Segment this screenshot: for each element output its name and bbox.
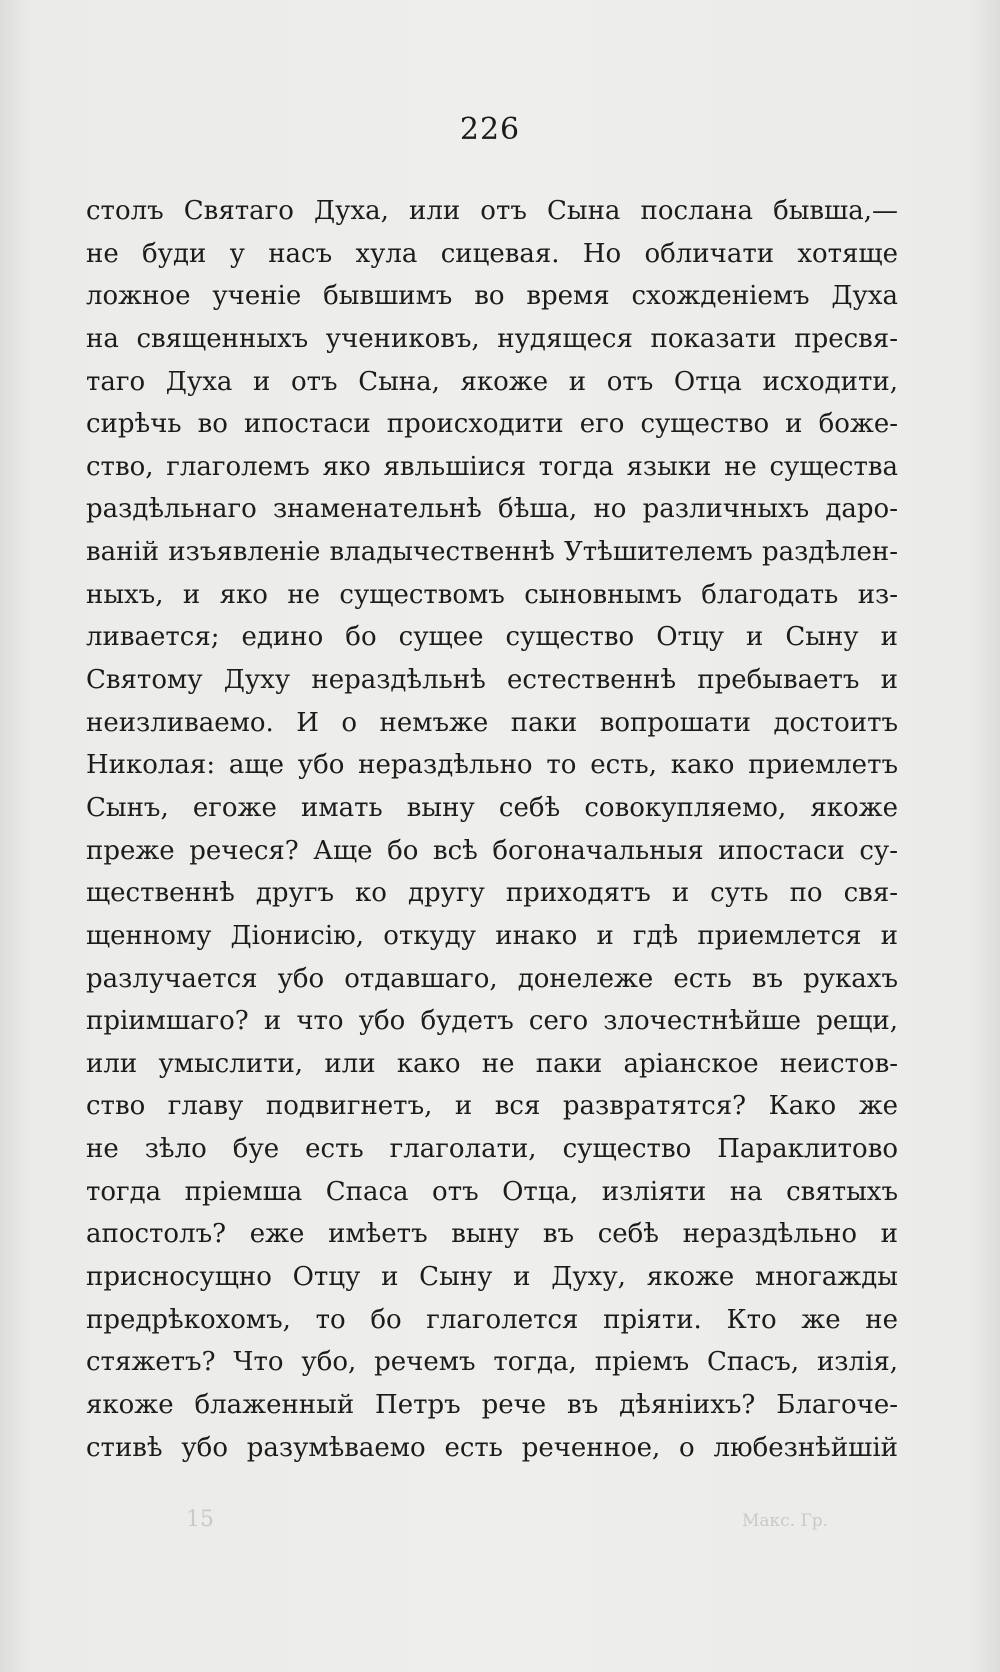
body-text	[86, 190, 898, 1469]
text-line: якоже блаженный Петръ рече въ дѣяніихъ? Благоче-	[86, 1389, 898, 1420]
text-line: столъ Святаго Духа, или отъ Сына послана бывша,—	[86, 196, 898, 226]
text-line: неизливаемо. И о немъже паки вопрошати достоитъ	[86, 707, 898, 738]
text-line: сирѣчь во ипостаси происходити его существо и боже-	[86, 409, 898, 440]
text-line: разлучается убо отдавшаго, донележе есть въ рукахъ	[86, 963, 898, 994]
text-line: апостолъ? еже имѣетъ выну въ себѣ нераздѣльно и	[86, 1219, 898, 1250]
text-line: стивѣ убо разумѣваемо есть реченное, о любезнѣйшій	[86, 1432, 898, 1463]
text-line: ство, глаголемъ яко явльшіися тогда языки не существа	[86, 451, 898, 482]
text-line: ныхъ, и яко не существомъ сыновнымъ благодать из-	[86, 579, 898, 610]
text-line: тогда пріемша Спаса отъ Отца, изліяти на святыхъ	[86, 1176, 898, 1207]
text-line: или умыслити, или како не паки аріанское неистов-	[86, 1048, 898, 1079]
sheet-number: 15	[186, 1507, 214, 1532]
text-line: раздѣльнаго знаменательнѣ бѣша, но различныхъ даро-	[86, 494, 898, 525]
text-line: ложное ученіе бывшимъ во время схожденіемъ Духа	[86, 281, 898, 312]
text-line: на священныхъ учениковъ, нудящеся показати пресвя-	[86, 323, 898, 354]
text-line: Святому Духу нераздѣльнѣ естественнѣ пребываетъ и	[86, 665, 898, 696]
text-line: ство главу подвигнетъ, и вся развратятся? Како же	[86, 1091, 898, 1122]
text-line: стяжетъ? Что убо, речемъ тогда, пріемъ Спасъ, излія,	[86, 1347, 898, 1378]
text-line: не буди у насъ хула сицевая. Но обличати хотяще	[86, 238, 898, 269]
text-line: Николая: аще убо нераздѣльно то есть, како приемлетъ	[86, 750, 898, 781]
text-line: таго Духа и отъ Сына, якоже и отъ Отца исходити,	[86, 366, 898, 397]
text-line: пріимшаго? и что убо будетъ сего злочестнѣйше рещи,	[86, 1006, 898, 1037]
text-line: Сынъ, егоже имать выну себѣ совокупляемо, якоже	[86, 792, 898, 823]
text-line: не зѣло буе есть глаголати, существо Параклитово	[86, 1134, 898, 1165]
text-line: щенному Діонисію, откуду инако и гдѣ приемлется и	[86, 920, 898, 951]
page-number: 226	[459, 112, 521, 147]
printer-signature	[0, 1507, 1000, 1547]
text-line: щественнѣ другъ ко другу приходятъ и суть по свя-	[86, 878, 898, 909]
text-line: предрѣкохомъ, то бо глаголется пріяти. Кто же не	[86, 1304, 898, 1335]
text-line: присносущно Отцу и Сыну и Духу, якоже многажды	[86, 1262, 898, 1293]
text-line: ваній изъявленіе владычественнѣ Утѣшителемъ раздѣлен-	[86, 537, 898, 568]
text-line: преже речеся? Аще бо всѣ богоначальныя ипостаси су-	[86, 835, 898, 866]
short-title: Макс. Гр.	[742, 1511, 829, 1531]
text-line: ливается; едино бо сущее существо Отцу и Сыну и	[86, 622, 898, 653]
